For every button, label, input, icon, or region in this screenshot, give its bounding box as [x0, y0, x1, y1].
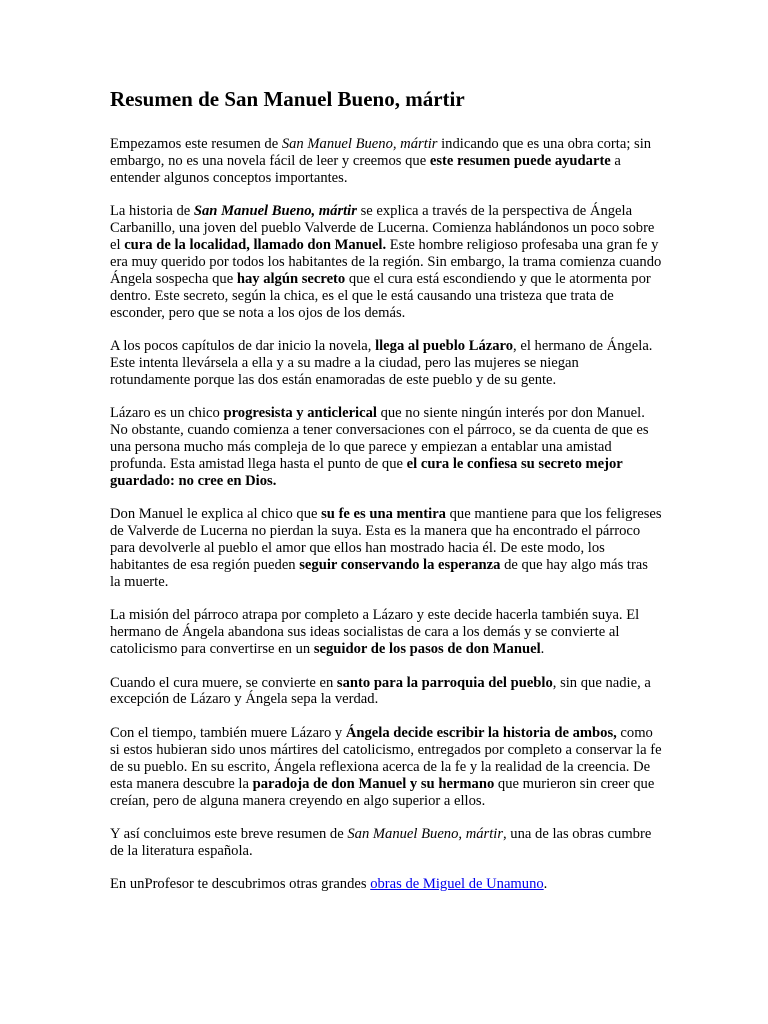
bold-text: su fe es una mentira	[321, 506, 446, 523]
bold-text: santo para la parroquia del pueblo	[336, 674, 553, 691]
bold-text: el cura le confiesa su secreto mejor guardado: no cree en Dios.	[110, 456, 623, 489]
text-run: A los pocos capítulos de dar inicio la novela,	[110, 338, 376, 355]
paragraph	[110, 338, 662, 389]
text-run: La misión del párroco atrapa por completo a Lázaro y este decide hacerla también suya. El hermano de Ángela abandona sus ideas socialistas de cara a los demás y se convierte al catolicismo para convertirse en un	[110, 607, 640, 658]
bold-text: paradoja de don Manuel y su hermano	[252, 775, 495, 792]
italic-text: San Manuel Bueno, mártir	[347, 825, 503, 842]
text-run: que no siente ningún interés por don Manuel. No obstante, cuando comienza a tener conversaciones con el párroco, se da cuenta de que es una persona mucho más compleja de lo que parece y empiezan a entablar una amistad profunda. Esta amistad llega hasta el punto de que	[110, 405, 649, 472]
text-run: que mantiene para que los feligreses de Valverde de Lucerna no pierdan la suya. Esta es la manera que ha encontrado el párroco para devolverle al pueblo el amor que ellos han mostrado hacia él. De este modo, los habitantes de esa región pueden	[110, 506, 662, 574]
text-run: como si estos hubieran sido unos mártires del catolicismo, entregados por completo a conservar la fe de su pueblo. En su escrito, Ángela reflexiona acerca de la fe y la realidad de la creencia. De esta manera descubre la	[110, 724, 662, 792]
text-run: , sin que nadie, a excepción de Lázaro y Ángela sepa la verdad.	[110, 674, 651, 708]
document-body	[110, 136, 662, 893]
text-run: indicando que es una obra corta; sin embargo, no es una novela fácil de leer y creemos que	[110, 136, 652, 169]
text-run: de que hay algo más tras la muerte.	[110, 557, 648, 590]
text-run: Este hombre religioso profesaba una gran fe y era muy querido por todos los habitantes de la región. Sin embargo, la trama comienza cuando Ángela sospecha que	[110, 237, 662, 287]
paragraph	[110, 607, 662, 658]
bold-text: seguir conservando la esperanza	[299, 557, 501, 574]
bold-text: hay algún secreto	[236, 270, 346, 287]
document-page	[110, 84, 662, 910]
paragraph	[110, 203, 662, 321]
bold-italic-text: San Manuel Bueno, mártir	[193, 203, 357, 220]
text-run: Lázaro es un chico	[110, 405, 224, 422]
bold-text: cura de la localidad, llamado don Manuel.	[124, 237, 387, 254]
text-run: La historia de	[110, 203, 194, 220]
text-run: En unProfesor te descubrimos otras grandes	[110, 876, 371, 893]
text-run: , el hermano de Ángela. Este intenta llevársela a ella y a su madre a la ciudad, pero las mujeres se niegan rotundamente porque las dos están enamoradas de este pueblo y de su gente.	[110, 338, 653, 388]
paragraph	[110, 826, 662, 860]
bold-text: Ángela decide escribir la historia de ambos,	[345, 724, 617, 741]
text-run: se explica a través de la perspectiva de Ángela Carbanillo, una joven del pueblo Valverde de Lucerna. Comienza hablándonos un poco sobre el	[110, 203, 655, 254]
paragraph	[110, 675, 662, 709]
text-run: .	[543, 876, 548, 893]
document-title: Resumen de San Manuel Bueno, mártir	[110, 87, 465, 111]
text-run: que murieron sin creer que creían, pero de alguna manera creyendo en algo superior a ellos.	[110, 775, 655, 809]
text-run: Y así concluimos este breve resumen de	[110, 825, 348, 842]
text-run: , una de las obras cumbre de la literatura española.	[110, 825, 652, 859]
text-run: que el cura está escondiendo y que le atormenta por dentro. Este secreto, según la chica, es el que le está causando una tristeza que trata de esconder, pero que se nota a los ojos de los demás.	[110, 270, 651, 321]
text-run: .	[540, 641, 545, 658]
paragraph	[110, 136, 662, 187]
bold-text: llega al pueblo Lázaro	[375, 338, 514, 355]
bold-text: progresista y anticlerical	[223, 405, 377, 422]
text-run: a entender algunos conceptos importantes.	[110, 152, 621, 186]
text-run: Empezamos este resumen de	[110, 136, 282, 152]
italic-text: San Manuel Bueno, mártir	[281, 136, 438, 152]
paragraph	[110, 405, 662, 490]
bold-text: este resumen puede ayudarte	[429, 152, 611, 169]
paragraph	[110, 725, 662, 810]
unamuno-works-link[interactable]: obras de Miguel de Unamuno	[370, 876, 544, 893]
text-run: Con el tiempo, también muere Lázaro y	[110, 724, 346, 741]
text-run: Cuando el cura muere, se convierte en	[110, 674, 337, 691]
paragraph	[110, 876, 662, 893]
text-run: Don Manuel le explica al chico que	[110, 506, 322, 523]
bold-text: seguidor de los pasos de don Manuel	[313, 641, 541, 658]
paragraph	[110, 506, 662, 591]
